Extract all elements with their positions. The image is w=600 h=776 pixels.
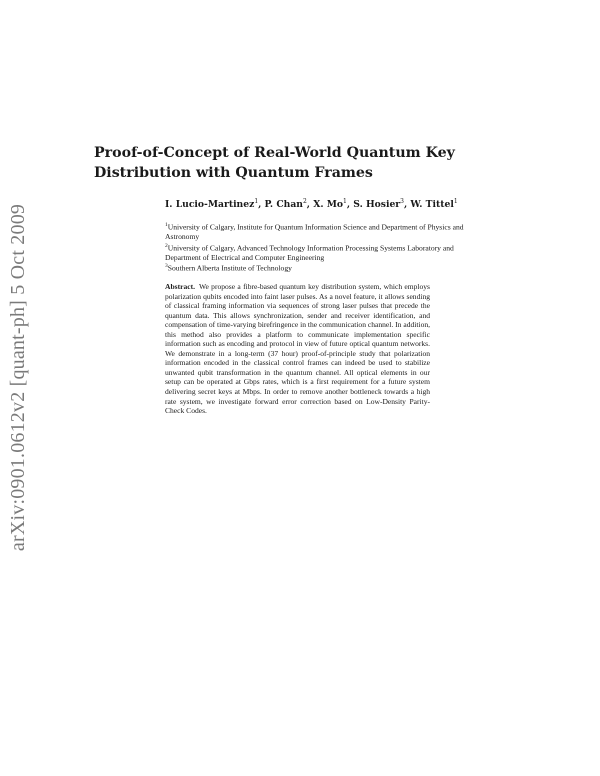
arxiv-identifier-text: arXiv:0901.0612v2 [quant-ph] 5 Oct 2009 <box>7 203 30 551</box>
paper-title: Proof-of-Concept of Real-World Quantum Key Distribution with Quantum Frames <box>94 145 455 181</box>
author: S. Hosier$^3$, <box>353 198 411 211</box>
author-list <box>165 195 465 211</box>
abstract-text: We propose a fibre-based quantum key distribution system, which employs polarization qubits encoded into faint laser pulses. As a novel feature, it allows sending of classical framing information via sequences of strong laser pulses that precede the quantum data. This allows synchronization, sender and receiver identification, and compensation of time-varying birefringence in the communication channel. In addition, this method also provides a platform to communicate implementation specific information such as encoding and protocol in view of future optical quantum networks. We demonstrate in a long-term (37 hour) proof-of-principle study that polarization information encoded in the classical control frames can indeed be used to stabilize unwanted qubit transformation in the quantum channel. All optical elements in our setup can be operated at Gbps rates, which is a first requirement for a future system delivering secret keys at Mbps. In order to remove another bottleneck towards a high rate system, we investigate forward error correction based on Low-Density Parity-Check Codes. <box>165 282 430 416</box>
author: I. Lucio-Martinez$^1$, <box>165 198 265 211</box>
author: P. Chan$^2$, <box>264 198 314 211</box>
author: W. Tittel$^1$ <box>410 198 458 211</box>
arxiv-identifier-stamp <box>8 192 30 562</box>
abstract-label: Abstract. <box>165 282 195 291</box>
affiliation: $^2$University of Calgary, Advanced Technology Information Processing Systems Laboratory and Department of Electrical and Computer Engineering <box>165 242 454 262</box>
affiliation: $^1$University of Calgary, Institute for Quantum Information Science and Department of Physics and Astronomy <box>165 222 464 242</box>
affiliation: $^3$Southern Alberta Institute of Technology <box>165 263 292 273</box>
author: X. Mo$^1$, <box>313 198 354 211</box>
abstract <box>165 282 430 416</box>
affiliation-list <box>165 221 465 273</box>
